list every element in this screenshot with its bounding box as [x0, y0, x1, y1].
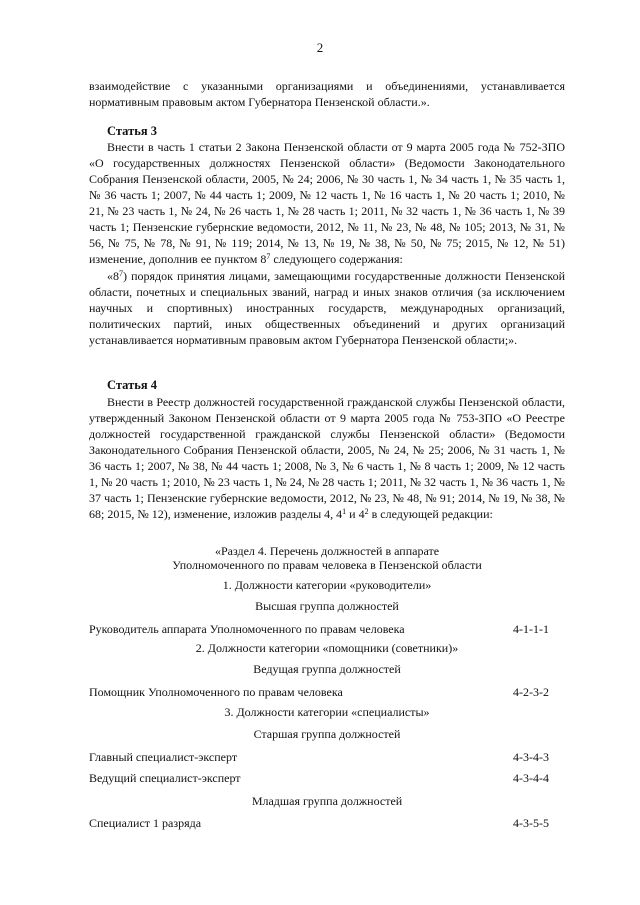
- article-3-sup: 7: [266, 252, 271, 261]
- position-4-name: Ведущий специалист-эксперт: [89, 771, 241, 785]
- intro-line-1: взаимодействие с указанными организациями и объединениями, устанавливается: [89, 79, 565, 93]
- position-4-code: 4-3-4-4: [513, 771, 549, 785]
- article-4-sup-2: 2: [364, 507, 369, 516]
- article-3-text-a: Внести в часть 1 статьи 2 Закона Пензенской области от 9 марта 2005 года № 752-ЗПО «О государственных должностях Пензенской области» (Ведомости Законодательного Собрания Пензенской области, 2005, № 24; 2006, № 30 часть 1, № 34 часть 1, № 35 часть 1, № 36 часть 1; 2007, № 44 часть 1; 2009, № 12 часть 1, № 16 часть 1, № 20 часть 1; 2010, № 21, № 23 часть 1, № 24, № 26 часть 1, № 28 часть 1; 2011, № 32 часть 1, № 36 часть 1, № 39 часть 1; Пензенские губернские ведомости, 2012, № 11, № 23, № 48, № 105; 2013, № 31, № 56, № 75, № 78, № 91, № 119; 2014, № 13, № 19, № 38, № 50, № 75; 2015, № 12, № 51) изменение, дополнив ее пунктом 8: [89, 140, 565, 266]
- article-3-quote: [89, 268, 565, 348]
- article-4-paragraph: [89, 394, 565, 522]
- article-4-text-mid: и 4: [346, 507, 365, 521]
- article-4-sup-1: 1: [342, 507, 347, 516]
- group-2-heading: Ведущая группа должностей: [253, 662, 401, 676]
- position-1-code: 4-1-1-1: [513, 622, 549, 636]
- position-2-name: Помощник Уполномоченного по правам человека: [89, 685, 343, 699]
- section-4-title-1: «Раздел 4. Перечень должностей в аппарате: [214, 544, 440, 558]
- intro-line-2: нормативным правовым актом Губернатора Пензенской области.».: [89, 95, 430, 109]
- position-5-code: 4-3-5-5: [513, 816, 549, 830]
- article-4-heading: Статья 4: [107, 378, 157, 392]
- category-3-heading: 3. Должности категории «специалисты»: [224, 705, 430, 719]
- category-1-heading: 1. Должности категории «руководители»: [222, 578, 432, 592]
- article-4-text-a: Внести в Реестр должностей государственной гражданской службы Пензенской области, утвержденный Законом Пензенской области от 9 марта 2005 года № 753-ЗПО «О Реестре должностей государственной гражданской службы Пензенской области» (Ведомости Законодательного Собрания Пензенской области, 2005, № 24, № 25; 2006, № 31 часть 1, № 36 часть 1; 2007, № 38, № 44 часть 1; 2008, № 3, № 6 часть 1, № 8 часть 1; 2009, № 12 часть 1, № 20 часть 1; 2010, № 23 часть 1, № 24, № 28 часть 1; 2011, № 32 часть 1, № 36 часть 1, № 37 часть 1; Пензенские губернские ведомости, 2012, № 23, № 48, № 91; 2014, № 19, № 38, № 68; 2015, № 12), изменение, изложив разделы 4, 4: [89, 395, 565, 521]
- article-3-heading: Статья 3: [107, 124, 157, 138]
- position-5-name: Специалист 1 разряда: [89, 816, 202, 830]
- category-2-heading: 2. Должности категории «помощники (советники)»: [195, 641, 459, 655]
- group-4-heading: Младшая группа должностей: [251, 794, 403, 808]
- article-3-quote-a: «8: [107, 269, 119, 283]
- article-3-text-b: следующего содержания:: [270, 252, 403, 266]
- article-3-paragraph: [89, 139, 565, 267]
- page-number: 2: [316, 40, 324, 55]
- position-1-name: Руководитель аппарата Уполномоченного по правам человека: [89, 622, 405, 636]
- group-3-heading: Старшая группа должностей: [253, 727, 401, 741]
- position-2-code: 4-2-3-2: [513, 685, 549, 699]
- article-3-quote-b: ) порядок принятия лицами, замещающими государственные должности Пензенской области, почетных и специальных званий, наград и иных знаков отличия (за исключением научных и спортивных) иностранных государств, международных организаций, политических партий, иных общественных объединений и других организаций устанавливается нормативным правовым актом Губернатора Пензенской области;».: [89, 269, 565, 347]
- section-4-title-2: Уполномоченного по правам человека в Пензенской области: [172, 558, 482, 572]
- article-4-text-b: в следующей редакции:: [368, 507, 493, 521]
- group-1-heading: Высшая группа должностей: [255, 599, 399, 613]
- position-3-code: 4-3-4-3: [513, 750, 549, 764]
- article-3-quote-sup: 7: [119, 269, 123, 278]
- position-3-name: Главный специалист-эксперт: [89, 750, 238, 764]
